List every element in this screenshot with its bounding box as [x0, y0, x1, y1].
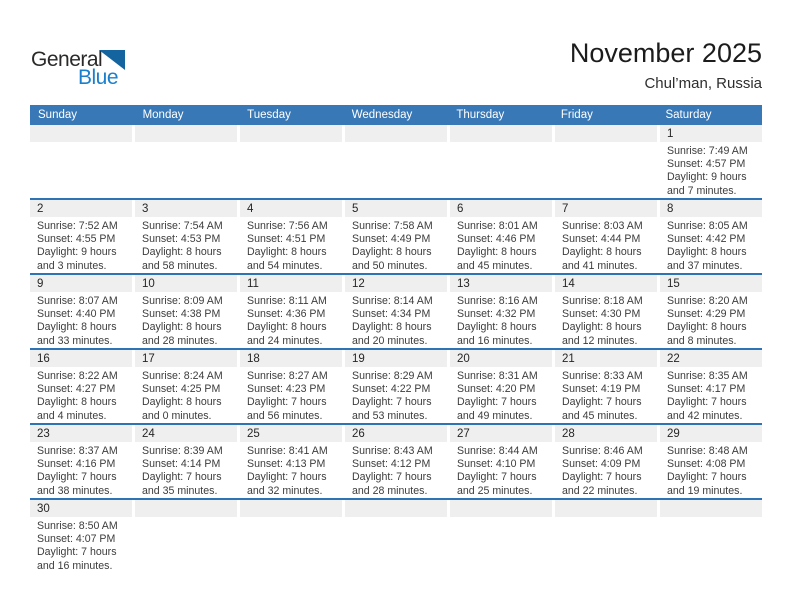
- weekday-header-sunday: Sunday: [38, 109, 78, 121]
- daylight-text-line1: Daylight: 8 hours: [457, 246, 537, 259]
- sunrise-text: Sunrise: 8:16 AM: [457, 295, 538, 307]
- daylight-text-line1: Daylight: 7 hours: [562, 471, 642, 484]
- daylight-text-line2: and 22 minutes.: [562, 484, 638, 497]
- daylight-text-line2: and 12 minutes.: [562, 334, 638, 347]
- sunset-text: Sunset: 4:40 PM: [37, 308, 116, 321]
- week-row-2: [30, 198, 762, 273]
- day-cell-11: [240, 275, 342, 348]
- week-row-1: [30, 125, 762, 198]
- day-number: 1: [660, 125, 762, 142]
- day-cell-empty: [345, 500, 447, 573]
- sunset-text: Sunset: 4:49 PM: [352, 233, 431, 246]
- day-number: 11: [240, 275, 342, 292]
- sunset-text: Sunset: 4:08 PM: [667, 458, 746, 471]
- daylight-text-line2: and 56 minutes.: [247, 409, 323, 422]
- day-details: [30, 292, 132, 348]
- sunset-text: Sunset: 4:17 PM: [667, 383, 746, 396]
- daylight-text-line1: Daylight: 7 hours: [457, 471, 537, 484]
- daylight-text-line2: and 4 minutes.: [37, 409, 107, 422]
- week-row-5: [30, 423, 762, 498]
- sunset-text: Sunset: 4:16 PM: [37, 458, 116, 471]
- day-cell-24: [135, 425, 237, 498]
- sunrise-text: Sunrise: 8:46 AM: [562, 445, 643, 457]
- day-number: 19: [345, 350, 447, 367]
- day-cell-22: [660, 350, 762, 423]
- day-details: [240, 442, 342, 498]
- day-cell-15: [660, 275, 762, 348]
- daylight-text-line2: and 58 minutes.: [142, 259, 218, 272]
- daylight-text-line1: Daylight: 7 hours: [667, 471, 747, 484]
- day-number: 24: [135, 425, 237, 442]
- daylight-text-line1: Daylight: 7 hours: [247, 396, 327, 409]
- day-details: [240, 292, 342, 348]
- daylight-text-line1: Daylight: 7 hours: [37, 546, 117, 559]
- sunset-text: Sunset: 4:23 PM: [247, 383, 326, 396]
- day-cell-19: [345, 350, 447, 423]
- page-title: November 2025: [569, 38, 762, 68]
- daylight-text-line2: and 20 minutes.: [352, 334, 428, 347]
- day-details: [240, 142, 342, 145]
- day-cell-empty: [450, 125, 552, 198]
- daylight-text-line2: and 7 minutes.: [667, 184, 737, 197]
- daylight-text-line2: and 0 minutes.: [142, 409, 212, 422]
- sunrise-text: Sunrise: 8:27 AM: [247, 370, 328, 382]
- day-details: [30, 517, 132, 573]
- day-number: 14: [555, 275, 657, 292]
- sunset-text: Sunset: 4:53 PM: [142, 233, 221, 246]
- day-number: [30, 125, 132, 142]
- day-cell-empty: [345, 125, 447, 198]
- day-details: [345, 367, 447, 423]
- day-details: [450, 292, 552, 348]
- day-cell-6: [450, 200, 552, 273]
- sunrise-text: Sunrise: 8:33 AM: [562, 370, 643, 382]
- day-number: 29: [660, 425, 762, 442]
- day-cell-empty: [660, 500, 762, 573]
- weekday-header-monday: Monday: [142, 109, 184, 121]
- daylight-text-line2: and 42 minutes.: [667, 409, 743, 422]
- day-cell-empty: [555, 125, 657, 198]
- day-details: [30, 442, 132, 498]
- daylight-text-line1: Daylight: 9 hours: [37, 246, 117, 259]
- logo-text-general: General: [31, 48, 103, 71]
- sunrise-text: Sunrise: 8:37 AM: [37, 445, 118, 457]
- sunset-text: Sunset: 4:13 PM: [247, 458, 326, 471]
- day-cell-25: [240, 425, 342, 498]
- daylight-text-line2: and 28 minutes.: [352, 484, 428, 497]
- day-number: 23: [30, 425, 132, 442]
- day-details: [30, 217, 132, 273]
- day-details: [345, 292, 447, 348]
- sunrise-text: Sunrise: 8:48 AM: [667, 445, 748, 457]
- day-details: [345, 517, 447, 520]
- sunset-text: Sunset: 4:46 PM: [457, 233, 536, 246]
- day-number: 2: [30, 200, 132, 217]
- day-number: 20: [450, 350, 552, 367]
- week-row-4: [30, 348, 762, 423]
- day-cell-23: [30, 425, 132, 498]
- day-number: [240, 125, 342, 142]
- daylight-text-line1: Daylight: 8 hours: [247, 246, 327, 259]
- day-number: 3: [135, 200, 237, 217]
- logo-text-blue: Blue: [78, 66, 119, 89]
- day-number: 13: [450, 275, 552, 292]
- day-number: [135, 125, 237, 142]
- sunset-text: Sunset: 4:14 PM: [142, 458, 221, 471]
- day-cell-20: [450, 350, 552, 423]
- sunset-text: Sunset: 4:55 PM: [37, 233, 116, 246]
- page-subtitle: Chul’man, Russia: [644, 75, 762, 92]
- day-cell-8: [660, 200, 762, 273]
- daylight-text-line2: and 28 minutes.: [142, 334, 218, 347]
- weeks-container: [30, 125, 762, 573]
- sunset-text: Sunset: 4:36 PM: [247, 308, 326, 321]
- sunset-text: Sunset: 4:32 PM: [457, 308, 536, 321]
- day-cell-28: [555, 425, 657, 498]
- day-details: [450, 517, 552, 520]
- sunrise-text: Sunrise: 8:03 AM: [562, 220, 643, 232]
- day-number: 6: [450, 200, 552, 217]
- day-details: [345, 442, 447, 498]
- day-cell-9: [30, 275, 132, 348]
- sunrise-text: Sunrise: 8:14 AM: [352, 295, 433, 307]
- daylight-text-line1: Daylight: 7 hours: [667, 396, 747, 409]
- day-number: 7: [555, 200, 657, 217]
- daylight-text-line2: and 54 minutes.: [247, 259, 323, 272]
- day-details: [660, 217, 762, 273]
- day-cell-empty: [135, 500, 237, 573]
- daylight-text-line1: Daylight: 8 hours: [562, 321, 642, 334]
- daylight-text-line1: Daylight: 8 hours: [37, 396, 117, 409]
- daylight-text-line2: and 35 minutes.: [142, 484, 218, 497]
- daylight-text-line2: and 3 minutes.: [37, 259, 107, 272]
- daylight-text-line1: Daylight: 8 hours: [142, 396, 222, 409]
- day-number: 10: [135, 275, 237, 292]
- daylight-text-line1: Daylight: 8 hours: [247, 321, 327, 334]
- sunrise-text: Sunrise: 7:52 AM: [37, 220, 118, 232]
- week-row-3: [30, 273, 762, 348]
- weekday-header-wednesday: Wednesday: [351, 109, 413, 121]
- title-block: [570, 38, 762, 92]
- day-details: [660, 367, 762, 423]
- daylight-text-line1: Daylight: 7 hours: [37, 471, 117, 484]
- daylight-text-line1: Daylight: 8 hours: [667, 321, 747, 334]
- daylight-text-line1: Daylight: 8 hours: [457, 321, 537, 334]
- daylight-text-line2: and 50 minutes.: [352, 259, 428, 272]
- sunrise-text: Sunrise: 8:18 AM: [562, 295, 643, 307]
- day-cell-2: [30, 200, 132, 273]
- day-number: [555, 125, 657, 142]
- sunrise-text: Sunrise: 8:11 AM: [247, 295, 327, 307]
- daylight-text-line1: Daylight: 8 hours: [142, 321, 222, 334]
- day-cell-16: [30, 350, 132, 423]
- weekday-header-tuesday: Tuesday: [247, 109, 291, 121]
- day-number: 5: [345, 200, 447, 217]
- daylight-text-line2: and 16 minutes.: [37, 559, 113, 572]
- day-details: [555, 517, 657, 520]
- daylight-text-line2: and 8 minutes.: [667, 334, 737, 347]
- day-details: [660, 517, 762, 520]
- day-cell-17: [135, 350, 237, 423]
- daylight-text-line1: Daylight: 7 hours: [457, 396, 537, 409]
- daylight-text-line1: Daylight: 8 hours: [667, 246, 747, 259]
- week-row-6: [30, 498, 762, 573]
- sunrise-text: Sunrise: 8:07 AM: [37, 295, 118, 307]
- day-cell-14: [555, 275, 657, 348]
- day-cell-29: [660, 425, 762, 498]
- day-details: [450, 142, 552, 145]
- sunset-text: Sunset: 4:22 PM: [352, 383, 431, 396]
- day-number: 8: [660, 200, 762, 217]
- sunrise-text: Sunrise: 8:20 AM: [667, 295, 748, 307]
- day-cell-12: [345, 275, 447, 348]
- day-cell-empty: [450, 500, 552, 573]
- sunrise-text: Sunrise: 8:01 AM: [457, 220, 538, 232]
- daylight-text-line1: Daylight: 7 hours: [142, 471, 222, 484]
- day-details: [450, 217, 552, 273]
- sunrise-text: Sunrise: 8:35 AM: [667, 370, 748, 382]
- day-number: 15: [660, 275, 762, 292]
- sunset-text: Sunset: 4:07 PM: [37, 533, 116, 546]
- day-details: [450, 442, 552, 498]
- sunset-text: Sunset: 4:57 PM: [667, 158, 746, 171]
- day-cell-10: [135, 275, 237, 348]
- day-cell-empty: [30, 125, 132, 198]
- day-cell-empty: [240, 125, 342, 198]
- daylight-text-line1: Daylight: 7 hours: [352, 471, 432, 484]
- day-details: [555, 367, 657, 423]
- daylight-text-line2: and 53 minutes.: [352, 409, 428, 422]
- day-details: [660, 292, 762, 348]
- day-cell-empty: [135, 125, 237, 198]
- daylight-text-line1: Daylight: 8 hours: [352, 246, 432, 259]
- day-cell-21: [555, 350, 657, 423]
- sunrise-text: Sunrise: 8:44 AM: [457, 445, 538, 457]
- day-number: [345, 500, 447, 517]
- sunset-text: Sunset: 4:34 PM: [352, 308, 431, 321]
- day-details: [135, 367, 237, 423]
- day-number: 17: [135, 350, 237, 367]
- day-number: 28: [555, 425, 657, 442]
- day-cell-5: [345, 200, 447, 273]
- day-number: [450, 500, 552, 517]
- weekday-header-saturday: Saturday: [665, 109, 712, 121]
- day-cell-empty: [240, 500, 342, 573]
- sunrise-text: Sunrise: 8:39 AM: [142, 445, 223, 457]
- day-details: [345, 142, 447, 145]
- day-details: [345, 217, 447, 273]
- daylight-text-line1: Daylight: 7 hours: [247, 471, 327, 484]
- day-details: [240, 367, 342, 423]
- day-number: [240, 500, 342, 517]
- day-number: [345, 125, 447, 142]
- day-details: [30, 367, 132, 423]
- sunset-text: Sunset: 4:19 PM: [562, 383, 641, 396]
- daylight-text-line1: Daylight: 8 hours: [562, 246, 642, 259]
- day-number: 12: [345, 275, 447, 292]
- day-details: [240, 517, 342, 520]
- daylight-text-line2: and 41 minutes.: [562, 259, 638, 272]
- day-details: [135, 142, 237, 145]
- day-number: [555, 500, 657, 517]
- day-details: [135, 217, 237, 273]
- daylight-text-line2: and 49 minutes.: [457, 409, 533, 422]
- daylight-text-line2: and 24 minutes.: [247, 334, 323, 347]
- sunrise-text: Sunrise: 8:41 AM: [247, 445, 328, 457]
- weekday-header-friday: Friday: [560, 109, 593, 121]
- day-cell-empty: [555, 500, 657, 573]
- daylight-text-line2: and 37 minutes.: [667, 259, 743, 272]
- daylight-text-line2: and 25 minutes.: [457, 484, 533, 497]
- day-cell-18: [240, 350, 342, 423]
- day-details: [450, 367, 552, 423]
- day-number: 4: [240, 200, 342, 217]
- daylight-text-line2: and 38 minutes.: [37, 484, 113, 497]
- sunrise-text: Sunrise: 8:29 AM: [352, 370, 433, 382]
- sunset-text: Sunset: 4:09 PM: [562, 458, 641, 471]
- day-cell-4: [240, 200, 342, 273]
- day-number: 16: [30, 350, 132, 367]
- sunset-text: Sunset: 4:20 PM: [457, 383, 536, 396]
- daylight-text-line1: Daylight: 8 hours: [352, 321, 432, 334]
- day-cell-3: [135, 200, 237, 273]
- day-details: [660, 442, 762, 498]
- sunrise-text: Sunrise: 7:56 AM: [247, 220, 328, 232]
- month-calendar: [30, 105, 762, 573]
- day-number: [660, 500, 762, 517]
- sunset-text: Sunset: 4:12 PM: [352, 458, 431, 471]
- daylight-text-line1: Daylight: 9 hours: [667, 171, 747, 184]
- daylight-text-line2: and 45 minutes.: [562, 409, 638, 422]
- day-number: 18: [240, 350, 342, 367]
- day-details: [135, 442, 237, 498]
- sunrise-text: Sunrise: 7:54 AM: [142, 220, 223, 232]
- sunrise-text: Sunrise: 8:05 AM: [667, 220, 748, 232]
- daylight-text-line2: and 16 minutes.: [457, 334, 533, 347]
- day-details: [660, 142, 762, 198]
- day-number: 26: [345, 425, 447, 442]
- day-details: [555, 442, 657, 498]
- daylight-text-line1: Daylight: 7 hours: [562, 396, 642, 409]
- day-number: 21: [555, 350, 657, 367]
- day-cell-7: [555, 200, 657, 273]
- sunrise-text: Sunrise: 8:22 AM: [37, 370, 118, 382]
- day-number: 30: [30, 500, 132, 517]
- day-cell-27: [450, 425, 552, 498]
- day-number: [135, 500, 237, 517]
- daylight-text-line2: and 32 minutes.: [247, 484, 323, 497]
- sunset-text: Sunset: 4:27 PM: [37, 383, 116, 396]
- daylight-text-line1: Daylight: 8 hours: [37, 321, 117, 334]
- daylight-text-line2: and 33 minutes.: [37, 334, 113, 347]
- sunrise-text: Sunrise: 8:09 AM: [142, 295, 223, 307]
- daylight-text-line1: Daylight: 8 hours: [142, 246, 222, 259]
- sunset-text: Sunset: 4:42 PM: [667, 233, 746, 246]
- sunset-text: Sunset: 4:29 PM: [667, 308, 746, 321]
- sunset-text: Sunset: 4:44 PM: [562, 233, 641, 246]
- day-details: [555, 142, 657, 145]
- day-details: [135, 292, 237, 348]
- sunrise-text: Sunrise: 8:43 AM: [352, 445, 433, 457]
- sunset-text: Sunset: 4:25 PM: [142, 383, 221, 396]
- sunrise-text: Sunrise: 7:58 AM: [352, 220, 433, 232]
- sunset-text: Sunset: 4:51 PM: [247, 233, 326, 246]
- sunrise-text: Sunrise: 8:24 AM: [142, 370, 223, 382]
- day-cell-30: [30, 500, 132, 573]
- sunrise-text: Sunrise: 8:50 AM: [37, 520, 118, 532]
- sunrise-text: Sunrise: 8:31 AM: [457, 370, 538, 382]
- day-cell-26: [345, 425, 447, 498]
- sunset-text: Sunset: 4:30 PM: [562, 308, 641, 321]
- day-number: 22: [660, 350, 762, 367]
- day-cell-13: [450, 275, 552, 348]
- daylight-text-line2: and 45 minutes.: [457, 259, 533, 272]
- weekday-header-thursday: Thursday: [456, 109, 505, 121]
- general-blue-logo: [31, 49, 151, 95]
- sunset-text: Sunset: 4:38 PM: [142, 308, 221, 321]
- daylight-text-line2: and 19 minutes.: [667, 484, 743, 497]
- sunset-text: Sunset: 4:10 PM: [457, 458, 536, 471]
- day-number: 27: [450, 425, 552, 442]
- day-details: [135, 517, 237, 520]
- daylight-text-line1: Daylight: 7 hours: [352, 396, 432, 409]
- day-number: 9: [30, 275, 132, 292]
- day-details: [240, 217, 342, 273]
- weekday-header-row: [30, 105, 762, 125]
- day-number: [450, 125, 552, 142]
- day-details: [30, 142, 132, 145]
- day-cell-1: [660, 125, 762, 198]
- sunrise-text: Sunrise: 7:49 AM: [667, 145, 748, 157]
- day-details: [555, 292, 657, 348]
- day-details: [555, 217, 657, 273]
- day-number: 25: [240, 425, 342, 442]
